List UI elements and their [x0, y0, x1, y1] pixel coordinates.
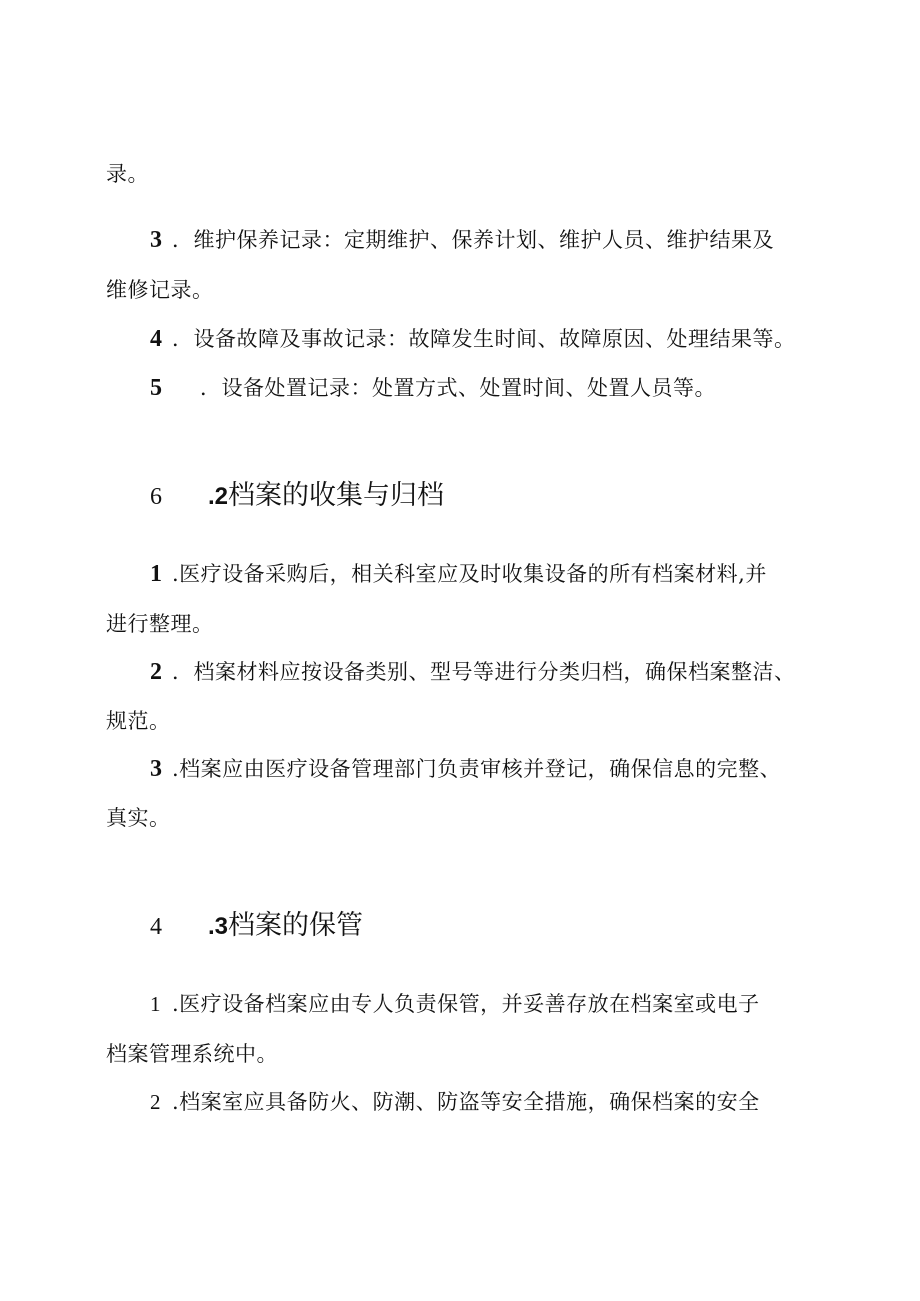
item-number: 2: [150, 1090, 161, 1114]
list-item: [150, 1088, 760, 1116]
item-text: .档案室应具备防火、防潮、防盗等安全措施，确保档案的安全: [172, 1090, 760, 1114]
item-number: 2: [150, 659, 163, 685]
list-item: [150, 755, 781, 783]
list-item: [150, 560, 767, 588]
paragraph-fragment: [106, 160, 149, 188]
list-item-continuation: [106, 804, 171, 832]
item-number: 3: [150, 227, 163, 253]
item-number: 1: [150, 992, 161, 1016]
list-item: [150, 325, 796, 353]
list-item-continuation: [106, 1040, 278, 1068]
heading-subnumber: .3: [208, 913, 229, 940]
list-item-continuation: [106, 610, 214, 638]
item-text: .档案应由医疗设备管理部门负责审核并登记，确保信息的完整、: [172, 757, 782, 781]
item-text: .医疗设备档案应由专人负责保管，并妥善存放在档案室或电子: [172, 992, 760, 1016]
heading-number: 4: [150, 914, 162, 940]
list-item: [150, 658, 796, 686]
list-item-continuation: [106, 276, 214, 304]
list-item: [150, 226, 774, 254]
list-item: [150, 374, 716, 402]
paragraph-text: 录。: [106, 162, 149, 186]
item-text: 进行整理。: [106, 612, 214, 636]
heading-title: 档案的收集与归档: [228, 480, 445, 511]
item-text: 规范。: [106, 709, 171, 733]
item-text: 维修记录。: [106, 278, 214, 302]
item-text: ．设备故障及事故记录：故障发生时间、故障原因、处理结果等。: [172, 327, 796, 351]
item-text: 档案管理系统中。: [106, 1042, 278, 1066]
item-number: 5: [150, 375, 163, 401]
heading-title: 档案的保管: [228, 910, 364, 941]
item-number: 1: [150, 561, 163, 587]
section-heading: [150, 479, 444, 514]
list-item-continuation: [106, 707, 171, 735]
heading-subnumber: .2: [208, 483, 229, 510]
item-text: .医疗设备采购后，相关科室应及时收集设备的所有档案材料,并: [172, 562, 767, 586]
heading-number: 6: [150, 484, 162, 510]
item-text: ．维护保养记录：定期维护、保养计划、维护人员、维护结果及: [172, 228, 774, 252]
list-item: [150, 990, 760, 1018]
item-number: 4: [150, 326, 163, 352]
section-heading: [150, 909, 363, 944]
item-text: ．设备处置记录：处置方式、处置时间、处置人员等。: [200, 376, 716, 400]
item-text: ．档案材料应按设备类别、型号等进行分类归档，确保档案整洁、: [172, 660, 796, 684]
item-number: 3: [150, 756, 163, 782]
item-text: 真实。: [106, 806, 171, 830]
